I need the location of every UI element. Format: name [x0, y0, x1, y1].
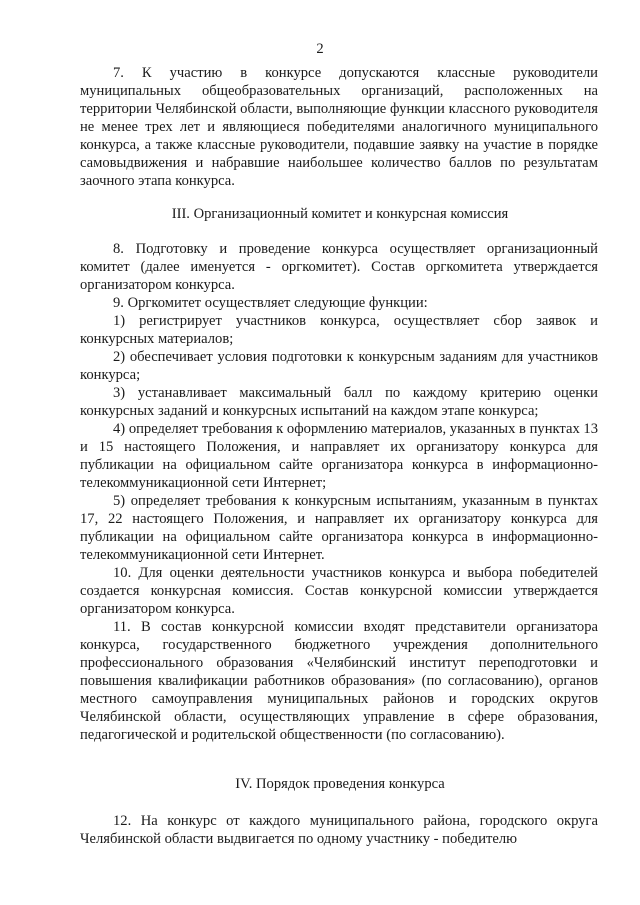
list-item-1: 1) регистрирует участников конкурса, осуществляет сбор заявок и конкурсных материалов; — [80, 313, 598, 347]
list-item-4: 4) определяет требования к оформлению материалов, указанных в пунктах 13 и 15 настоящего Положения, и направляет их организатору конкурса для публикации на официальном сайте организатора конкурса в информационно-телекоммуникационной сети Интернет; — [80, 421, 598, 491]
list-item-2: 2) обеспечивает условия подготовки к конкурсным заданиям для участников конкурса; — [80, 349, 598, 383]
paragraph-11: 11. В состав конкурсной комиссии входят представители организатора конкурса, государственного бюджетного учреждения дополнительного профессионального образования «Челябинский институт переподготовки и повышения квалификации работников образования» (по согласованию), органов местного самоуправления муниципальных районов и городских округов Челябинской области, осуществляющих управление в сфере образования, педагогической и родительской общественности (по согласованию). — [80, 619, 598, 743]
list-item-3: 3) устанавливает максимальный балл по каждому критерию оценки конкурсных заданий и конкурсных испытаний на каждом этапе конкурса; — [80, 385, 598, 419]
paragraph-9: 9. Оргкомитет осуществляет следующие функции: — [113, 295, 428, 311]
paragraph-8: 8. Подготовку и проведение конкурса осуществляет организационный комитет (далее именуется - оргкомитет). Состав оргкомитета утверждается организатором конкурса. — [80, 241, 598, 293]
paragraph-12: 12. На конкурс от каждого муниципального района, городского округа Челябинской области выдвигается по одному участнику - победителю — [80, 813, 598, 847]
section-heading-3: III. Организационный комитет и конкурсная комиссия — [171, 206, 509, 222]
page-number: 2 — [316, 41, 324, 57]
section-heading-4: IV. Порядок проведения конкурса — [235, 776, 445, 792]
paragraph-7: 7. К участию в конкурсе допускаются классные руководители муниципальных общеобразовательных организаций, расположенных на территории Челябинской области, выполняющие функции классного руководителя не менее трех лет и являющиеся победителями аналогичного муниципального конкурса, а также классные руководители, подавшие заявку на участие в порядке самовыдвижения и набравшие наибольшее количество баллов по результатам заочного этапа конкурса. — [80, 65, 598, 189]
list-item-5: 5) определяет требования к конкурсным испытаниям, указанным в пунктах 17, 22 настоящего Положения, и направляет их организатору конкурса для публикации на официальном сайте организатора конкурса в информационно-телекоммуникационной сети Интернет. — [80, 493, 598, 563]
paragraph-10: 10. Для оценки деятельности участников конкурса и выбора победителей создается конкурсная комиссия. Состав конкурсной комиссии утверждается организатором конкурса. — [80, 565, 598, 617]
